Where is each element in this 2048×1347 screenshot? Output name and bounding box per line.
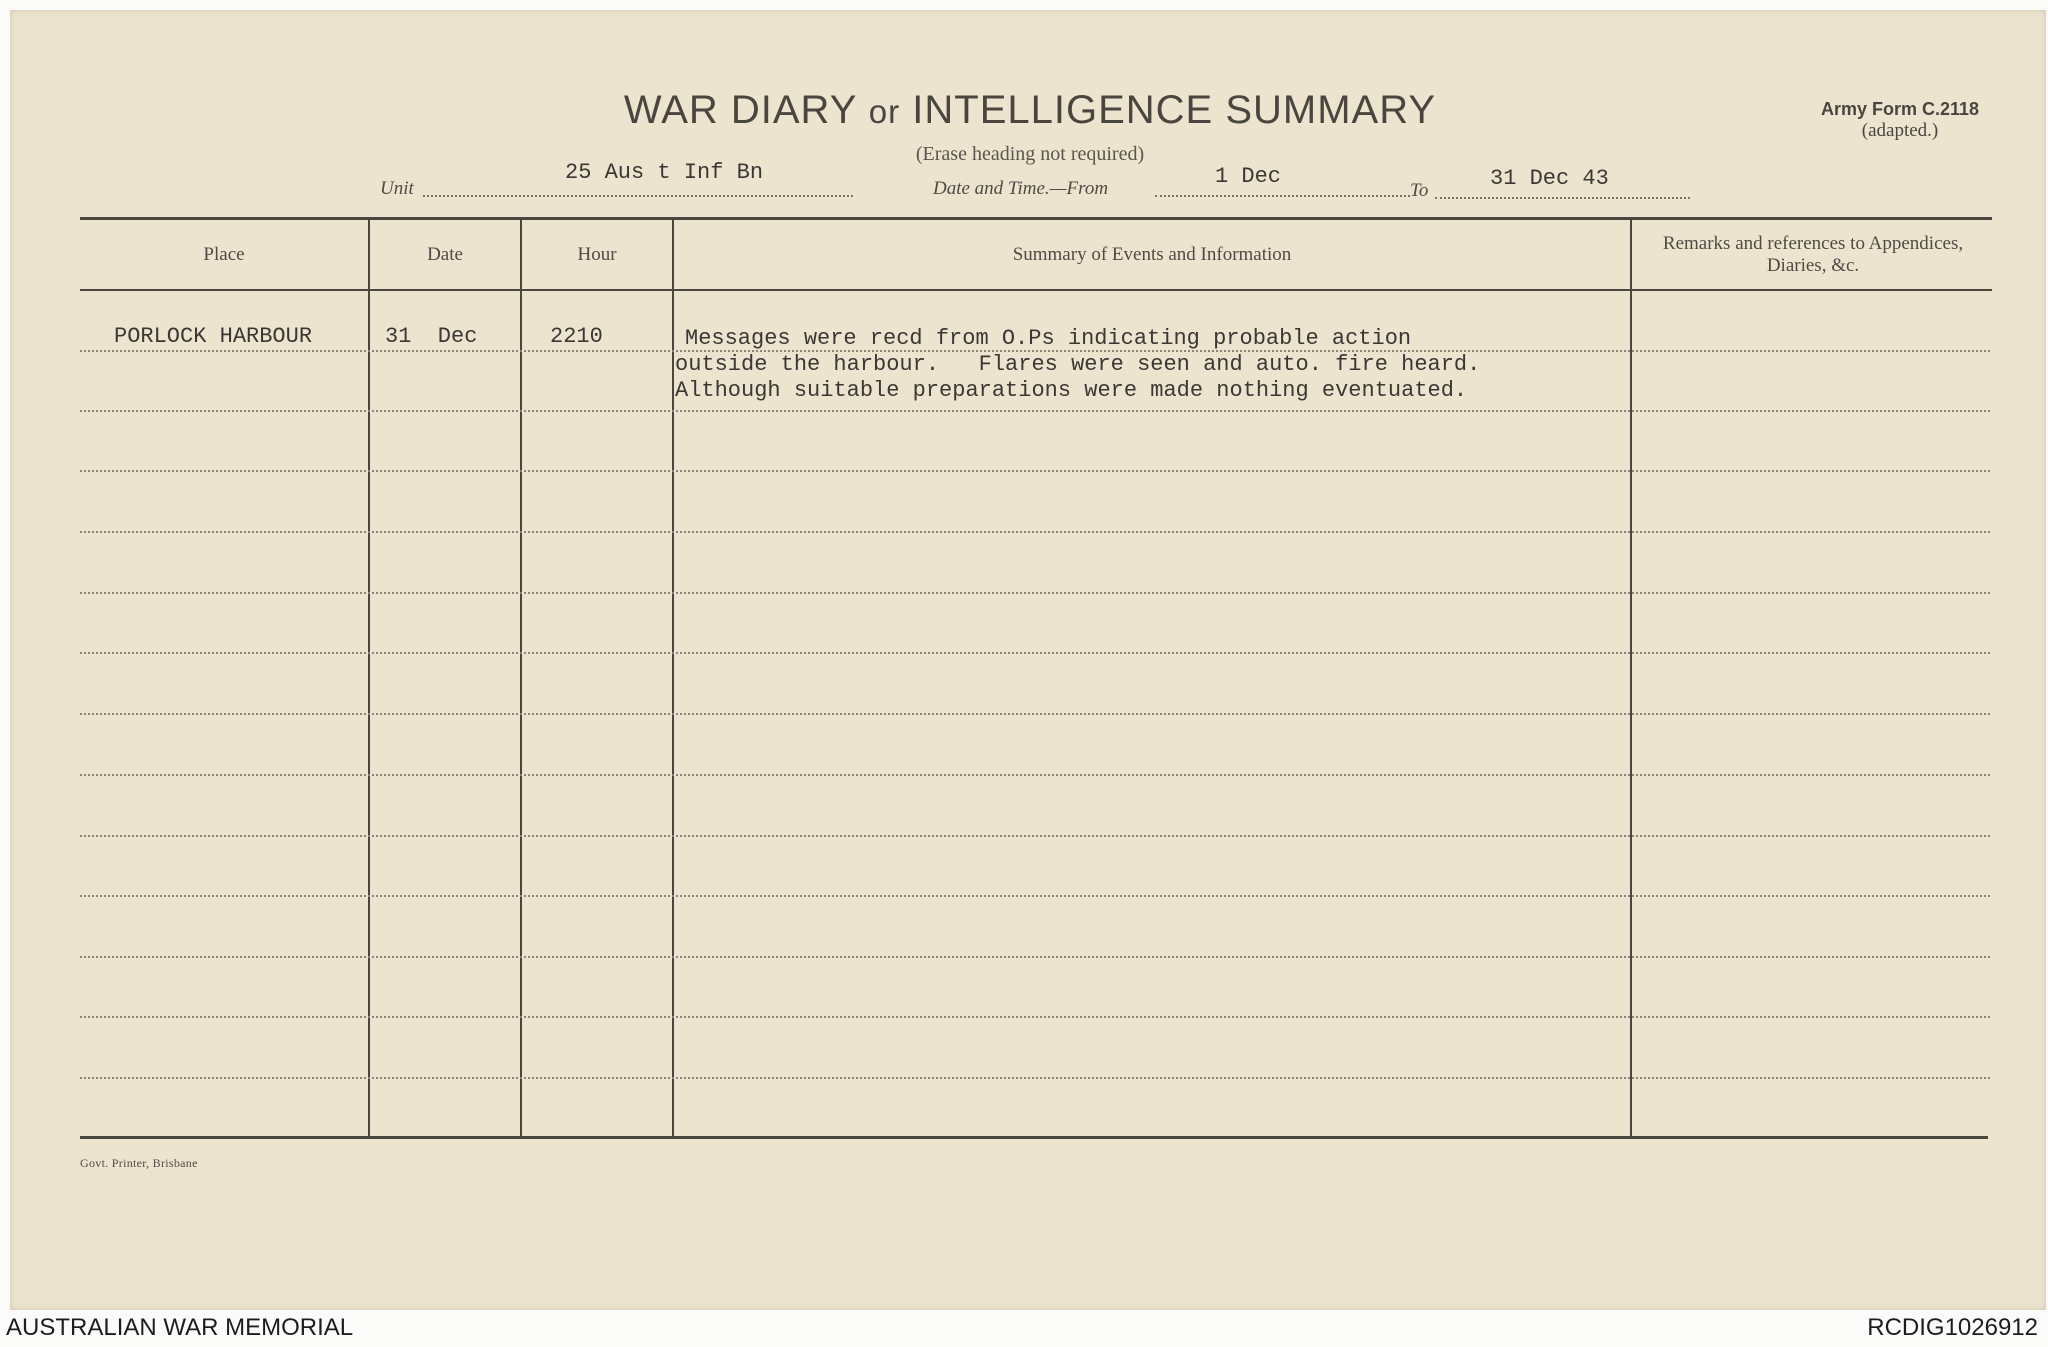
ruled-line — [80, 592, 1990, 594]
war-diary-sheet — [10, 10, 2046, 1310]
army-form-note: (adapted.) — [1861, 120, 1939, 141]
page-title — [310, 88, 1750, 133]
ruled-line — [80, 1077, 1990, 1079]
column-divider-hour — [672, 217, 674, 1137]
title-or: or — [868, 93, 901, 130]
ruled-line — [80, 774, 1990, 776]
entry-summary-line: outside the harbour. Flares were seen and auto. fire heard. — [675, 352, 1481, 377]
ruled-line — [80, 895, 1990, 897]
entry-place: PORLOCK HARBOUR — [114, 324, 313, 349]
column-header-hour: Hour — [577, 243, 617, 265]
column-header-summary: Summary of Events and Information — [1012, 243, 1292, 265]
subtitle: (Erase heading not required) — [915, 143, 1145, 165]
to-label: To — [1410, 180, 1429, 201]
ruled-line — [80, 531, 1990, 533]
entry-summary-line: Although suitable preparations were made nothing eventuated. — [675, 378, 1468, 403]
to-field-line — [1435, 197, 1690, 199]
column-divider-summary — [1630, 217, 1632, 1137]
table-bottom-rule — [80, 1136, 1988, 1139]
unit-label: Unit — [380, 178, 414, 199]
ruled-line — [80, 410, 1990, 412]
ruled-line — [80, 470, 1990, 472]
title-intelligence-summary: INTELLIGENCE SUMMARY — [912, 88, 1437, 132]
footer-institution: AUSTRALIAN WAR MEMORIAL — [6, 1314, 354, 1341]
title-war-diary: WAR DIARY — [623, 88, 857, 132]
unit-value: 25 Aus t Inf Bn — [565, 160, 764, 185]
ruled-line — [80, 835, 1990, 837]
date-time-from-label: Date and Time.—From — [933, 178, 1109, 199]
column-divider-date — [520, 217, 522, 1137]
printer-imprint: Govt. Printer, Brisbane — [80, 1156, 198, 1170]
ruled-line — [80, 652, 1990, 654]
ruled-line — [80, 713, 1990, 715]
to-value: 31 Dec 43 — [1490, 166, 1609, 191]
footer-record-id: RCDIG1026912 — [1867, 1314, 2038, 1341]
army-form-number: Army Form C.2118 — [1820, 99, 1980, 119]
ruled-line — [80, 956, 1990, 958]
army-form-reference — [1765, 98, 2035, 142]
column-header-remarks: Remarks and references to Appendices, Diaries, &c. — [1662, 232, 1964, 276]
entry-date: 31 Dec — [385, 324, 478, 349]
from-field-line — [1155, 195, 1410, 197]
column-header-place: Place — [203, 243, 245, 265]
entry-hour: 2210 — [550, 324, 603, 349]
unit-field-line — [423, 195, 853, 197]
column-header-date: Date — [427, 243, 463, 265]
from-value: 1 Dec — [1215, 164, 1282, 189]
table-header-rule — [80, 289, 1992, 291]
ruled-line — [80, 1016, 1990, 1018]
column-divider-place — [368, 217, 370, 1137]
entry-summary-line: Messages were recd from O.Ps indicating probable action — [685, 326, 1412, 351]
